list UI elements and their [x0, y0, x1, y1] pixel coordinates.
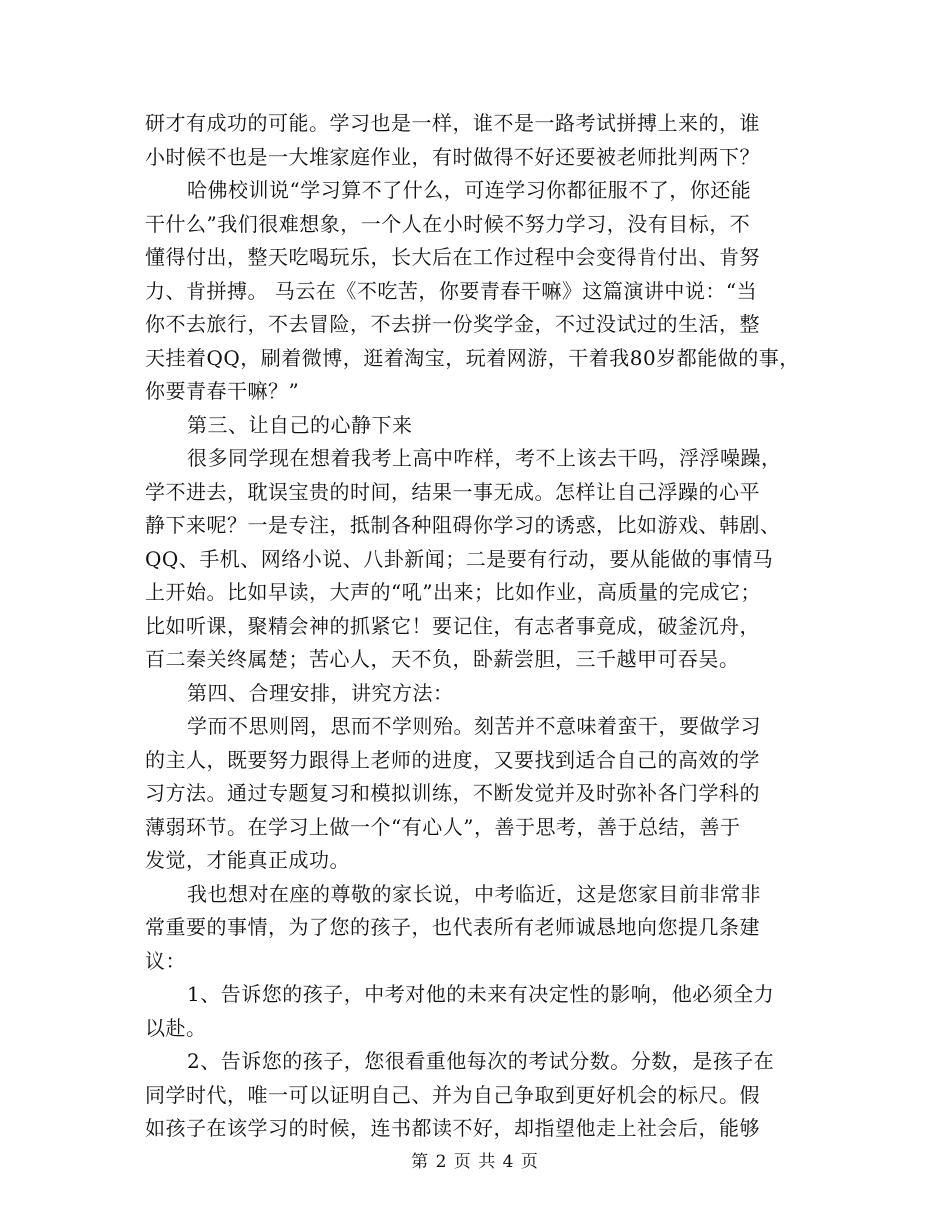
paragraph-line-8: 天挂着QQ，刷着微博，逛着淘宝，玩着网游，干着我80岁都能做的事， — [145, 346, 800, 370]
paragraph-line-17: 百二秦关终属楚；苦心人，天不负，卧薪尝胆，三千越甲可吞吴。 — [145, 647, 740, 671]
paragraph-line-1: 研才有成功的可能。学习也是一样，谁不是一路考试拼搏上来的，谁 — [145, 111, 760, 135]
paragraph-line-28: 以赴。 — [145, 1016, 207, 1040]
paragraph-line-6: 力、肯拼搏。 马云在《不吃苦，你要青春干嘛》这篇演讲中说：“当 — [145, 279, 758, 303]
paragraph-line-20: 的主人，既要努力跟得上老师的进度，又要找到适合自己的高效的学 — [145, 748, 760, 772]
paragraph-line-13: 静下来呢？一是专注，抵制各种阻碍你学习的诱惑，比如游戏、韩剧、 — [145, 513, 781, 537]
paragraph-line-15: 上开始。比如早读，大声的“吼”出来；比如作业，高质量的完成它； — [145, 580, 761, 604]
paragraph-line-9: 你要青春干嘛？” — [145, 379, 300, 403]
paragraph-line-31: 如孩子在该学习的时候，连书都读不好，却指望他走上社会后，能够 — [145, 1116, 760, 1140]
paragraph-line-27: 1、告诉您的孩子，中考对他的未来有决定性的影响，他必须全力 — [187, 982, 775, 1006]
paragraph-line-11: 很多同学现在想着我考上高中咋样，考不上该去干吗，浮浮噪躁， — [187, 446, 782, 470]
paragraph-line-7: 你不去旅行，不去冒险，不去拼一份奖学金，不过没试过的生活，整 — [145, 312, 760, 336]
section-heading-3: 第三、让自己的心静下来 — [187, 413, 413, 437]
paragraph-line-30: 同学时代，唯一可以证明自己、并为自己争取到更好机会的标尺。假 — [145, 1083, 760, 1107]
paragraph-line-19: 学而不思则罔，思而不学则殆。刻苦并不意味着蛮干，要做学习 — [187, 714, 761, 738]
paragraph-line-4: 干什么”我们很难想象，一个人在小时候不努力学习，没有目标，不 — [145, 212, 751, 236]
paragraph-line-2: 小时候不也是一大堆家庭作业，有时做得不好还要被老师批判两下？ — [145, 145, 760, 169]
paragraph-line-23: 发觉，才能真正成功。 — [145, 848, 350, 872]
paragraph-line-24: 我也想对在座的尊敬的家长说，中考临近，这是您家目前非常非 — [187, 882, 761, 906]
section-heading-4: 第四、合理安排，讲究方法： — [187, 681, 454, 705]
paragraph-line-5: 懂得付出，整天吃喝玩乐，长大后在工作过程中会变得肯付出、肯努 — [145, 245, 760, 269]
paragraph-line-26: 议： — [145, 949, 186, 973]
paragraph-line-14: QQ、手机、网络小说、八卦新闻；二是要有行动，要从能做的事情马 — [145, 547, 774, 571]
paragraph-line-25: 常重要的事情，为了您的孩子，也代表所有老师诚恳地向您提几条建 — [145, 915, 760, 939]
paragraph-line-12: 学不进去，耽误宝贵的时间，结果一事无成。怎样让自己浮躁的心平 — [145, 480, 760, 504]
paragraph-line-22: 薄弱环节。在学习上做一个“有心人”，善于思考，善于总结，善于 — [145, 815, 741, 839]
paragraph-line-16: 比如听课，聚精会神的抓紧它！要记住，有志者事竟成，破釜沉舟， — [145, 614, 760, 638]
paragraph-line-3: 哈佛校训说“学习算不了什么，可连学习你都征服不了，你还能 — [187, 178, 752, 202]
paragraph-line-21: 习方法。通过专题复习和模拟训练，不断发觉并及时弥补各门学科的 — [145, 781, 760, 805]
page-footer: 第 2 页 共 4 页 — [411, 1152, 539, 1172]
paragraph-line-29: 2、告诉您的孩子，您很看重他每次的考试分数。分数，是孩子在 — [187, 1049, 775, 1073]
